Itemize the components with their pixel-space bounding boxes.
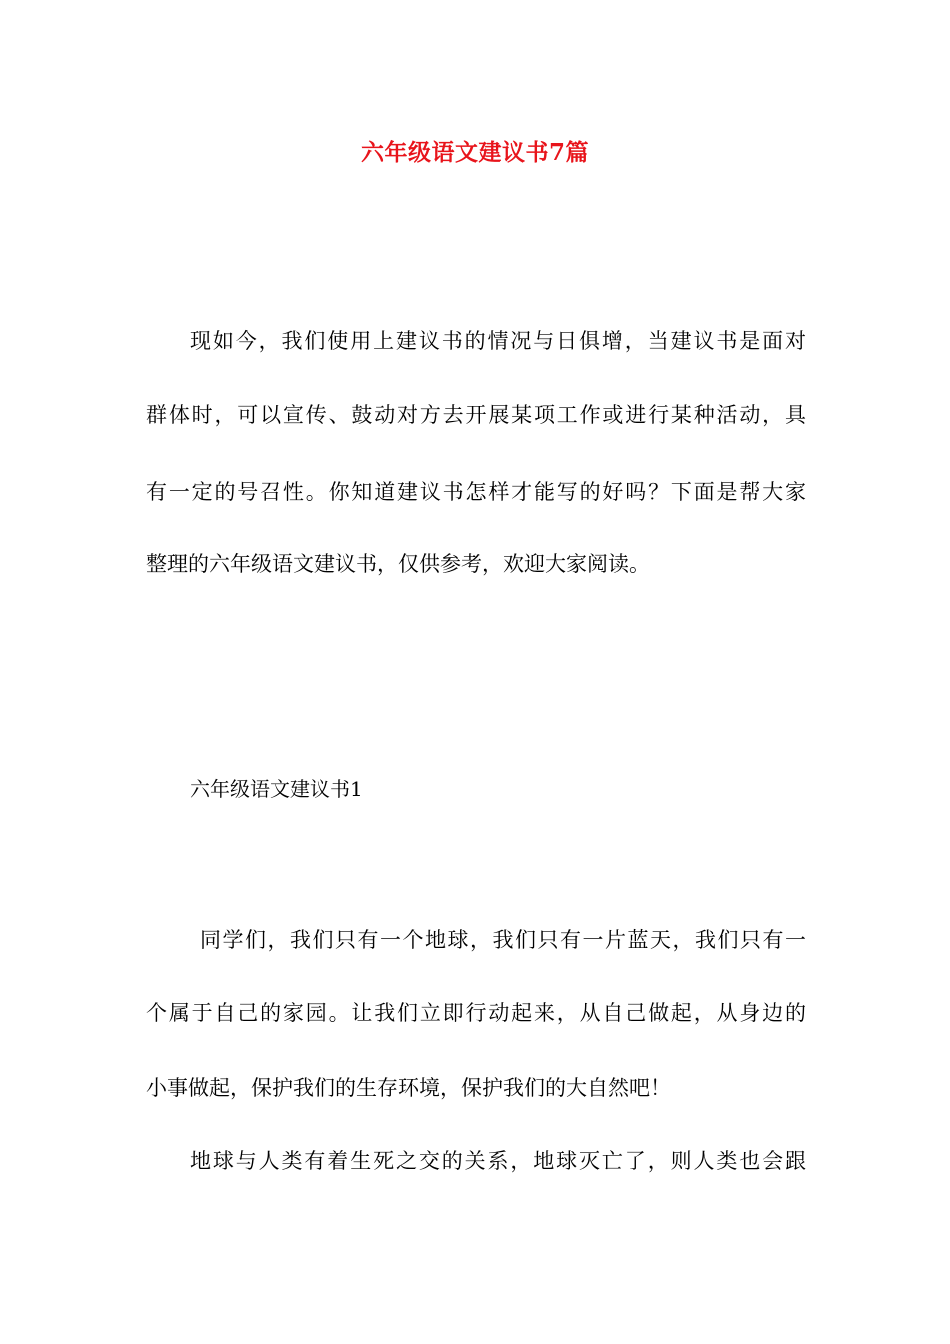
intro-line-4: 整理的六年级语文建议书，仅供参考，欢迎大家阅读。 xyxy=(146,552,650,576)
section-heading: 六年级语文建议书1 xyxy=(190,777,363,801)
body-line-4: 地球与人类有着生死之交的关系，地球灭亡了，则人类也会跟 xyxy=(190,1149,806,1173)
intro-line-3: 有一定的号召性。你知道建议书怎样才能写的好吗？下面是帮大家 xyxy=(146,480,806,504)
body-line-1: 同学们，我们只有一个地球，我们只有一片蓝天，我们只有一 xyxy=(200,928,806,952)
body-line-2: 个属于自己的家园。让我们立即行动起来，从自己做起，从身边的 xyxy=(146,1001,806,1025)
document-title: 六年级语文建议书7篇 xyxy=(360,139,589,166)
intro-line-2: 群体时，可以宣传、鼓动对方去开展某项工作或进行某种活动，具 xyxy=(146,403,806,427)
body-line-3: 小事做起，保护我们的生存环境，保护我们的大自然吧！ xyxy=(146,1076,671,1100)
intro-line-1: 现如今，我们使用上建议书的情况与日俱增，当建议书是面对 xyxy=(190,329,806,353)
